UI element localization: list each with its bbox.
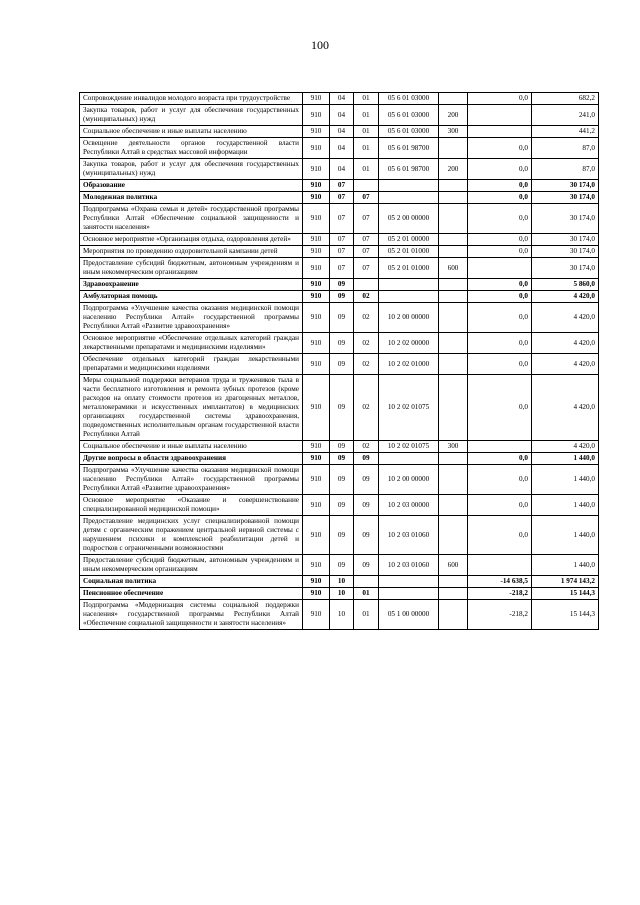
table-row <box>80 105 599 126</box>
subsection-code-cell: 02 <box>354 303 379 333</box>
section-code-cell: 10 <box>330 576 354 588</box>
amount-total-cell: 1 440,0 <box>532 555 599 576</box>
expense-type-cell <box>439 303 468 333</box>
ministry-code-cell: 910 <box>303 258 330 279</box>
expense-type-cell <box>439 495 468 516</box>
amount-change-cell: 0,0 <box>468 279 532 291</box>
table-row <box>80 126 599 138</box>
ministry-code-cell: 910 <box>303 588 330 600</box>
budget-table <box>79 92 599 630</box>
target-article-cell: 10 2 02 00000 <box>379 333 439 354</box>
ministry-code-cell: 910 <box>303 465 330 495</box>
subsection-code-cell: 02 <box>354 375 379 441</box>
row-name-cell: Социальное обеспечение и иные выплаты населению <box>80 441 303 453</box>
subsection-code-cell: 01 <box>354 105 379 126</box>
table-row <box>80 600 599 630</box>
expense-type-cell <box>439 234 468 246</box>
amount-total-cell: 682,2 <box>532 93 599 105</box>
subsection-code-cell: 02 <box>354 291 379 303</box>
target-article-cell: 05 6 01 03000 <box>379 93 439 105</box>
table-row <box>80 495 599 516</box>
target-article-cell: 10 2 00 00000 <box>379 303 439 333</box>
ministry-code-cell: 910 <box>303 333 330 354</box>
amount-total-cell: 1 974 143,2 <box>532 576 599 588</box>
subsection-code-cell: 02 <box>354 333 379 354</box>
table-row <box>80 180 599 192</box>
section-code-cell: 09 <box>330 375 354 441</box>
expense-type-cell <box>439 333 468 354</box>
section-code-cell: 09 <box>330 465 354 495</box>
subsection-code-cell <box>354 180 379 192</box>
amount-change-cell: 0,0 <box>468 93 532 105</box>
table-row <box>80 159 599 180</box>
amount-total-cell: 4 420,0 <box>532 441 599 453</box>
ministry-code-cell: 910 <box>303 105 330 126</box>
expense-type-cell <box>439 204 468 234</box>
amount-change-cell <box>468 555 532 576</box>
target-article-cell: 05 2 00 00000 <box>379 204 439 234</box>
amount-change-cell <box>468 126 532 138</box>
amount-change-cell: 0,0 <box>468 246 532 258</box>
section-code-cell: 10 <box>330 588 354 600</box>
subsection-code-cell: 07 <box>354 258 379 279</box>
ministry-code-cell: 910 <box>303 234 330 246</box>
table-row <box>80 192 599 204</box>
target-article-cell: 05 2 01 01000 <box>379 258 439 279</box>
amount-change-cell: 0,0 <box>468 303 532 333</box>
amount-change-cell: 0,0 <box>468 159 532 180</box>
row-name-cell: Подпрограмма «Модернизация системы социальной поддержки населения» государственной программы Республики Алтай «Обеспечение социальной защищенности и занятости населения» <box>80 600 303 630</box>
amount-total-cell: 5 860,0 <box>532 279 599 291</box>
amount-change-cell: -218,2 <box>468 600 532 630</box>
section-code-cell: 09 <box>330 354 354 375</box>
expense-type-cell <box>439 93 468 105</box>
amount-total-cell: 4 420,0 <box>532 333 599 354</box>
section-code-cell: 09 <box>330 516 354 555</box>
table-row <box>80 576 599 588</box>
subsection-code-cell: 07 <box>354 234 379 246</box>
target-article-cell: 05 6 01 98700 <box>379 138 439 159</box>
row-name-cell: Закупка товаров, работ и услуг для обеспечения государственных (муниципальных) нужд <box>80 105 303 126</box>
amount-change-cell: 0,0 <box>468 516 532 555</box>
section-code-cell: 04 <box>330 105 354 126</box>
expense-type-cell: 600 <box>439 555 468 576</box>
expense-type-cell: 200 <box>439 159 468 180</box>
ministry-code-cell: 910 <box>303 93 330 105</box>
table-row <box>80 441 599 453</box>
ministry-code-cell: 910 <box>303 495 330 516</box>
row-name-cell: Молодежная политика <box>80 192 303 204</box>
target-article-cell <box>379 291 439 303</box>
table-row <box>80 138 599 159</box>
expense-type-cell: 200 <box>439 105 468 126</box>
ministry-code-cell: 910 <box>303 453 330 465</box>
target-article-cell: 05 2 01 00000 <box>379 234 439 246</box>
section-code-cell: 09 <box>330 555 354 576</box>
row-name-cell: Амбулаторная помощь <box>80 291 303 303</box>
page-number: 100 <box>311 38 329 52</box>
row-name-cell: Сопровождение инвалидов молодого возраста при трудоустройстве <box>80 93 303 105</box>
amount-change-cell: 0,0 <box>468 453 532 465</box>
section-code-cell: 09 <box>330 303 354 333</box>
amount-change-cell: 0,0 <box>468 180 532 192</box>
subsection-code-cell: 01 <box>354 138 379 159</box>
ministry-code-cell: 910 <box>303 375 330 441</box>
section-code-cell: 09 <box>330 333 354 354</box>
expense-type-cell <box>439 138 468 159</box>
ministry-code-cell: 910 <box>303 516 330 555</box>
row-name-cell: Предоставление субсидий бюджетным, автономным учреждениям и иным некоммерческим организациям <box>80 555 303 576</box>
expense-type-cell: 300 <box>439 441 468 453</box>
section-code-cell: 07 <box>330 192 354 204</box>
section-code-cell: 09 <box>330 279 354 291</box>
expense-type-cell <box>439 180 468 192</box>
amount-change-cell: 0,0 <box>468 465 532 495</box>
expense-type-cell <box>439 291 468 303</box>
target-article-cell: 05 1 00 00000 <box>379 600 439 630</box>
expense-type-cell <box>439 375 468 441</box>
ministry-code-cell: 910 <box>303 279 330 291</box>
amount-total-cell: 30 174,0 <box>532 204 599 234</box>
expense-type-cell <box>439 516 468 555</box>
ministry-code-cell: 910 <box>303 192 330 204</box>
ministry-code-cell: 910 <box>303 204 330 234</box>
expense-type-cell <box>439 279 468 291</box>
expense-type-cell <box>439 192 468 204</box>
amount-change-cell: 0,0 <box>468 291 532 303</box>
subsection-code-cell: 01 <box>354 600 379 630</box>
section-code-cell: 07 <box>330 258 354 279</box>
target-article-cell <box>379 180 439 192</box>
amount-change-cell: 0,0 <box>468 204 532 234</box>
row-name-cell: Социальное обеспечение и иные выплаты населению <box>80 126 303 138</box>
table-row <box>80 465 599 495</box>
section-code-cell: 04 <box>330 126 354 138</box>
expense-type-cell <box>439 576 468 588</box>
section-code-cell: 10 <box>330 600 354 630</box>
table-row <box>80 588 599 600</box>
table-row <box>80 246 599 258</box>
section-code-cell: 04 <box>330 93 354 105</box>
subsection-code-cell: 01 <box>354 126 379 138</box>
amount-change-cell <box>468 441 532 453</box>
target-article-cell: 10 2 02 01075 <box>379 375 439 441</box>
table-row <box>80 204 599 234</box>
expense-type-cell: 300 <box>439 126 468 138</box>
target-article-cell <box>379 279 439 291</box>
amount-change-cell: 0,0 <box>468 375 532 441</box>
expense-type-cell <box>439 465 468 495</box>
section-code-cell: 04 <box>330 138 354 159</box>
amount-total-cell: 1 440,0 <box>532 495 599 516</box>
subsection-code-cell: 02 <box>354 441 379 453</box>
row-name-cell: Другие вопросы в области здравоохранения <box>80 453 303 465</box>
table-row <box>80 303 599 333</box>
amount-total-cell: 4 420,0 <box>532 291 599 303</box>
subsection-code-cell <box>354 279 379 291</box>
amount-total-cell: 441,2 <box>532 126 599 138</box>
target-article-cell <box>379 453 439 465</box>
target-article-cell: 10 2 02 01000 <box>379 354 439 375</box>
table-row <box>80 234 599 246</box>
row-name-cell: Подпрограмма «Охрана семьи и детей» государственной программы Республики Алтай «Обеспечение социальной защищенности и занятости населения» <box>80 204 303 234</box>
section-code-cell: 07 <box>330 204 354 234</box>
subsection-code-cell: 07 <box>354 192 379 204</box>
expense-type-cell <box>439 600 468 630</box>
row-name-cell: Социальная политика <box>80 576 303 588</box>
amount-total-cell: 241,0 <box>532 105 599 126</box>
table-row <box>80 375 599 441</box>
row-name-cell: Пенсионное обеспечение <box>80 588 303 600</box>
table-row <box>80 354 599 375</box>
amount-total-cell: 4 420,0 <box>532 375 599 441</box>
amount-change-cell: 0,0 <box>468 138 532 159</box>
section-code-cell: 09 <box>330 291 354 303</box>
amount-total-cell: 1 440,0 <box>532 453 599 465</box>
subsection-code-cell: 07 <box>354 246 379 258</box>
expense-type-cell <box>439 588 468 600</box>
section-code-cell: 09 <box>330 441 354 453</box>
row-name-cell: Меры социальной поддержки ветеранов труда и тружеников тыла в части бесплатного изготовления и ремонта зубных протезов (кроме расходов на оплату стоимости протезов из драгоценных металлов, металлокерамики и искусственных имплантатов) в медицинских организациях государственной системы здравоохранения, подведомственных исполнительным органам государственной власти Республики Алтай <box>80 375 303 441</box>
ministry-code-cell: 910 <box>303 600 330 630</box>
row-name-cell: Мероприятия по проведению оздоровительной кампании детей <box>80 246 303 258</box>
row-name-cell: Здравоохранение <box>80 279 303 291</box>
row-name-cell: Основное мероприятие «Обеспечение отдельных категорий граждан лекарственными препаратами и медицинскими изделиями» <box>80 333 303 354</box>
amount-total-cell: 30 174,0 <box>532 180 599 192</box>
row-name-cell: Предоставление субсидий бюджетным, автономным учреждениям и иным некоммерческим организациям <box>80 258 303 279</box>
ministry-code-cell: 910 <box>303 180 330 192</box>
section-code-cell: 04 <box>330 159 354 180</box>
table-row <box>80 555 599 576</box>
subsection-code-cell: 09 <box>354 453 379 465</box>
ministry-code-cell: 910 <box>303 303 330 333</box>
target-article-cell: 10 2 03 00000 <box>379 495 439 516</box>
amount-total-cell: 15 144,3 <box>532 600 599 630</box>
row-name-cell: Предоставление медицинских услуг специализированной помощи детям с органическим поражением центральной нервной системы с нарушением психики и комплексной реабилитации детей и подростков с ограниченными возможностями <box>80 516 303 555</box>
budget-table-body <box>80 93 599 630</box>
target-article-cell: 10 2 02 01075 <box>379 441 439 453</box>
table-row <box>80 333 599 354</box>
row-name-cell: Основное мероприятие «Организация отдыха, оздоровления детей» <box>80 234 303 246</box>
target-article-cell: 05 6 01 03000 <box>379 126 439 138</box>
subsection-code-cell: 01 <box>354 159 379 180</box>
subsection-code-cell: 01 <box>354 93 379 105</box>
table-row <box>80 93 599 105</box>
row-name-cell: Обеспечение отдельных категорий граждан лекарственными препаратами и медицинскими изделиями <box>80 354 303 375</box>
amount-change-cell: 0,0 <box>468 495 532 516</box>
amount-total-cell: 87,0 <box>532 159 599 180</box>
amount-total-cell: 30 174,0 <box>532 246 599 258</box>
amount-total-cell: 4 420,0 <box>532 303 599 333</box>
target-article-cell: 05 6 01 03000 <box>379 105 439 126</box>
target-article-cell: 05 2 01 01000 <box>379 246 439 258</box>
amount-change-cell: 0,0 <box>468 354 532 375</box>
row-name-cell: Подпрограмма «Улучшение качества оказания медицинской помощи населению Республики Алтай» государственной программы Республики Алтай «Развитие здравоохранения» <box>80 303 303 333</box>
subsection-code-cell: 09 <box>354 516 379 555</box>
target-article-cell <box>379 576 439 588</box>
table-row <box>80 279 599 291</box>
section-code-cell: 07 <box>330 234 354 246</box>
subsection-code-cell: 02 <box>354 354 379 375</box>
expense-type-cell <box>439 453 468 465</box>
subsection-code-cell <box>354 576 379 588</box>
section-code-cell: 07 <box>330 246 354 258</box>
expense-type-cell: 600 <box>439 258 468 279</box>
ministry-code-cell: 910 <box>303 576 330 588</box>
amount-total-cell: 1 440,0 <box>532 516 599 555</box>
amount-change-cell: -218,2 <box>468 588 532 600</box>
amount-change-cell: 0,0 <box>468 333 532 354</box>
section-code-cell: 09 <box>330 453 354 465</box>
amount-total-cell: 4 420,0 <box>532 354 599 375</box>
amount-total-cell: 15 144,3 <box>532 588 599 600</box>
table-row <box>80 516 599 555</box>
amount-change-cell <box>468 258 532 279</box>
target-article-cell: 10 2 03 01060 <box>379 516 439 555</box>
subsection-code-cell: 01 <box>354 588 379 600</box>
ministry-code-cell: 910 <box>303 138 330 159</box>
amount-total-cell: 1 440,0 <box>532 465 599 495</box>
target-article-cell <box>379 192 439 204</box>
table-row <box>80 291 599 303</box>
target-article-cell: 10 2 00 00000 <box>379 465 439 495</box>
row-name-cell: Образование <box>80 180 303 192</box>
row-name-cell: Основное мероприятие «Оказание и совершенствование специализированной медицинской помощи» <box>80 495 303 516</box>
amount-change-cell: -14 638,5 <box>468 576 532 588</box>
row-name-cell: Подпрограмма «Улучшение качества оказания медицинской помощи населению Республики Алтай» государственной программы Республики Алтай «Развитие здравоохранения» <box>80 465 303 495</box>
amount-total-cell: 30 174,0 <box>532 258 599 279</box>
target-article-cell: 10 2 03 01060 <box>379 555 439 576</box>
amount-total-cell: 30 174,0 <box>532 234 599 246</box>
row-name-cell: Освещение деятельности органов государственной власти Республики Алтай в средствах массовой информации <box>80 138 303 159</box>
ministry-code-cell: 910 <box>303 291 330 303</box>
expense-type-cell <box>439 246 468 258</box>
ministry-code-cell: 910 <box>303 555 330 576</box>
target-article-cell <box>379 588 439 600</box>
expense-type-cell <box>439 354 468 375</box>
ministry-code-cell: 910 <box>303 246 330 258</box>
row-name-cell: Закупка товаров, работ и услуг для обеспечения государственных (муниципальных) нужд <box>80 159 303 180</box>
amount-change-cell: 0,0 <box>468 192 532 204</box>
subsection-code-cell: 09 <box>354 555 379 576</box>
table-row <box>80 453 599 465</box>
target-article-cell: 05 6 01 98700 <box>379 159 439 180</box>
ministry-code-cell: 910 <box>303 354 330 375</box>
amount-change-cell: 0,0 <box>468 234 532 246</box>
subsection-code-cell: 07 <box>354 204 379 234</box>
section-code-cell: 09 <box>330 495 354 516</box>
amount-change-cell <box>468 105 532 126</box>
ministry-code-cell: 910 <box>303 441 330 453</box>
subsection-code-cell: 09 <box>354 465 379 495</box>
section-code-cell: 07 <box>330 180 354 192</box>
table-row <box>80 258 599 279</box>
amount-total-cell: 30 174,0 <box>532 192 599 204</box>
ministry-code-cell: 910 <box>303 126 330 138</box>
ministry-code-cell: 910 <box>303 159 330 180</box>
amount-total-cell: 87,0 <box>532 138 599 159</box>
subsection-code-cell: 09 <box>354 495 379 516</box>
